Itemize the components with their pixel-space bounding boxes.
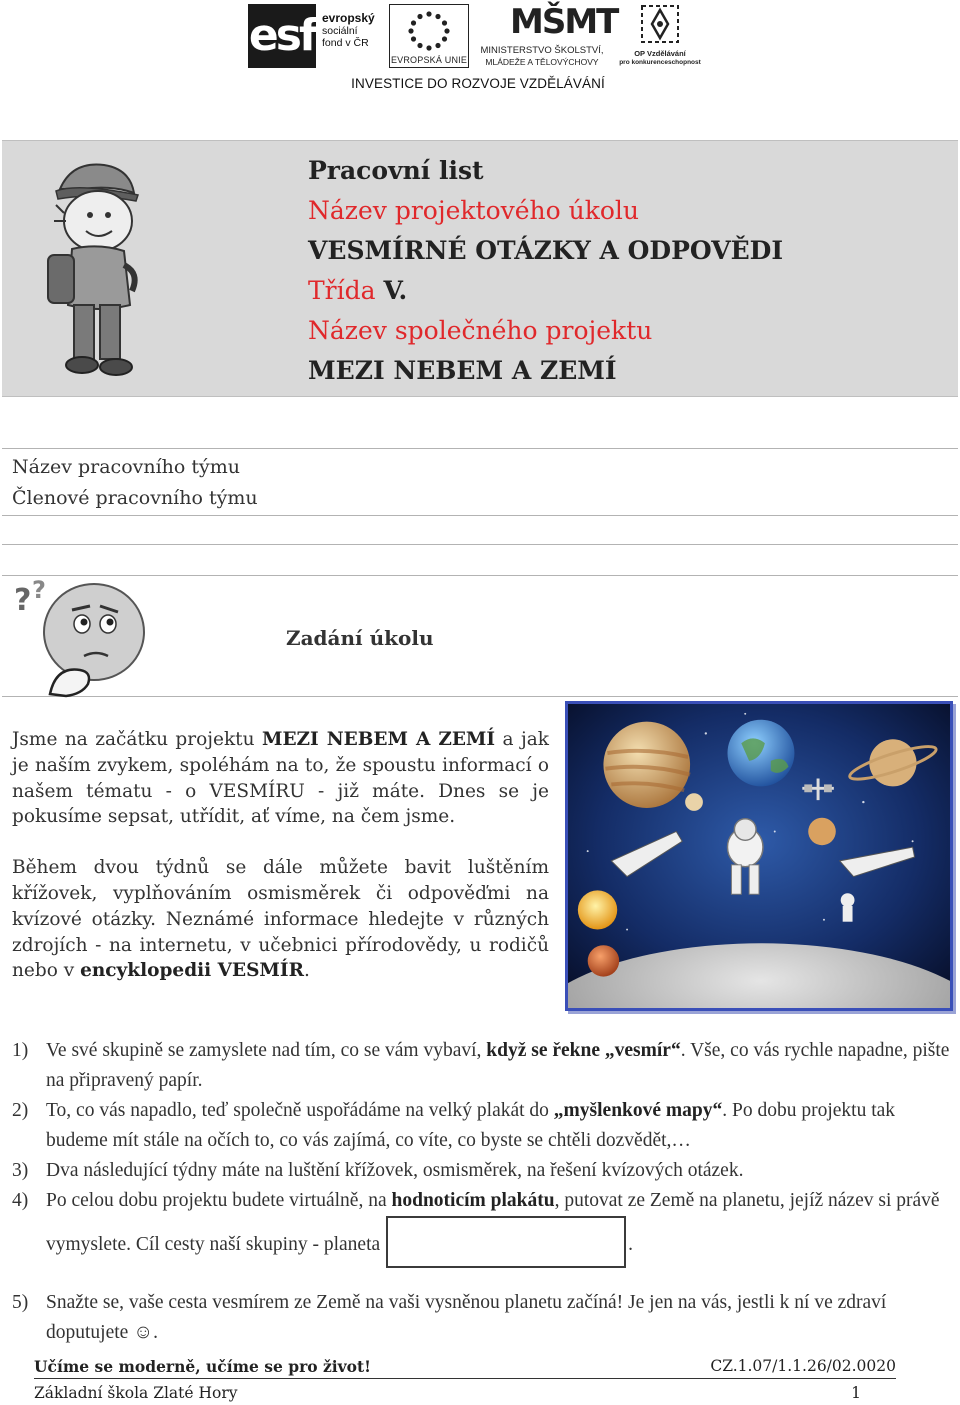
- eu-caption: EVROPSKÁ UNIE: [390, 55, 468, 65]
- task-title: Zadání úkolu: [286, 626, 434, 650]
- task-item-2-text-a: To, co vás napadlo, teď společně uspořádáme na velký plakát do: [46, 1100, 554, 1121]
- task-item-4-text-a: Po celou dobu projektu budete virtuálně, na: [46, 1190, 392, 1211]
- task-item-1-text-a: Ve své skupině se zamyslete nad tím, co se vám vybaví,: [46, 1040, 487, 1061]
- thinking-face-icon: [10, 576, 150, 698]
- task-item-4-number: 4): [12, 1190, 29, 1211]
- task-item-3-number: 3): [12, 1160, 29, 1181]
- msmt-mark: MŠMT: [510, 2, 618, 42]
- task-item-4-text-c: , putovat ze Země na planetu, jejíž název si právě vymyslete. Cíl cesty naší skupiny - planeta: [46, 1190, 940, 1255]
- task-item-1-text-c: . Vše, co vás rychle napadne, pište na připravený papír.: [46, 1040, 950, 1091]
- op-line1: OP Vzdělávání: [634, 49, 686, 58]
- team-name-label: Název pracovního týmu: [12, 456, 241, 478]
- task-item-2: [12, 1096, 952, 1156]
- project-name: MEZI NEBEM A ZEMÍ: [308, 356, 617, 385]
- planet-name-field[interactable]: [386, 1216, 626, 1268]
- intro-p1-start: Jsme na začátku projektu: [12, 729, 262, 750]
- task-item-4: [12, 1186, 952, 1268]
- msmt-line2: MLÁDEŽE A TĚLOVÝCHOVY: [485, 57, 599, 67]
- op-logo: [614, 2, 706, 68]
- op-emblem-icon: [638, 2, 682, 46]
- intro-p1-project: MEZI NEBEM A ZEMÍ: [261, 729, 496, 750]
- msmt-logo: [474, 2, 618, 68]
- esf-line2: sociální: [322, 25, 358, 37]
- footer-motto: Učíme se moderně, učíme se pro život!: [34, 1357, 371, 1376]
- esf-mark: esf: [248, 4, 316, 68]
- esf-line1: evropský: [322, 11, 375, 25]
- task-item-2-text-b: „myšlenkové mapy“: [553, 1100, 723, 1121]
- space-collage-image: [565, 701, 953, 1011]
- op-line2: pro konkurenceschopnost: [619, 59, 701, 66]
- intro-p2-end: .: [303, 960, 310, 982]
- task-item-4-text-b: hodnoticím plakátu: [391, 1190, 555, 1211]
- task-item-4-text-d: .: [628, 1234, 634, 1255]
- task-item-3-text: Dva následující týdny máte na luštění křížovek, osmisměrek, na řešení kvízových otázek.: [46, 1160, 744, 1181]
- task-name-label: Název projektového úkolu: [308, 196, 640, 225]
- task-item-2-number: 2): [12, 1100, 29, 1121]
- esf-logo: [248, 4, 382, 68]
- class-line: [308, 271, 783, 311]
- task-item-3: [12, 1156, 952, 1186]
- task-name: VESMÍRNÉ OTÁZKY A ODPOVĚDI: [308, 236, 784, 265]
- task-item-5-text: Snažte se, vaše cesta vesmírem ze Země na vaši vysněnou planetu začíná! Je jen na vás, jestli k ní ve zdraví doputujete ☺.: [46, 1292, 887, 1343]
- intro-text: [12, 727, 549, 1009]
- task-item-2-text-c: . Po dobu projektu tak budeme mít stále na očích to, co vás zajímá, co víte, co byste se chtěli dozvědět,…: [46, 1100, 896, 1151]
- task-item-5-number: 5): [12, 1292, 29, 1313]
- msmt-line1: MINISTERSTVO ŠKOLSTVÍ,: [480, 45, 604, 56]
- task-list: [12, 1036, 952, 1348]
- task-item-5: [12, 1288, 952, 1348]
- footer-project-code: CZ.1.07/1.1.26/02.0020: [710, 1357, 896, 1375]
- intro-p2-start: Během dvou týdnů se dále můžete bavit luštěním křížovek, vyplňováním osmisměrek či odpověďmi na kvízové otázky. Neznámé informace hledejte v různých zdrojích - na internetu, v učebnici přírodovědy, u rodičů nebo v: [12, 857, 549, 982]
- worksheet-title: Pracovní list: [308, 156, 484, 185]
- esf-text: [322, 12, 386, 49]
- eu-logo: [389, 4, 469, 68]
- footer-page-number: 1: [851, 1384, 861, 1402]
- team-members-label: Členové pracovního týmu: [12, 487, 258, 509]
- class-value: V.: [383, 276, 408, 305]
- project-name-label: Název společného projektu: [308, 316, 653, 345]
- esf-line3: fond v ČR: [322, 37, 369, 49]
- task-item-1-number: 1): [12, 1040, 29, 1061]
- svg-text:?: ?: [32, 576, 46, 604]
- footer-top: [34, 1357, 896, 1379]
- task-item-1: [12, 1036, 952, 1096]
- investice-slogan: INVESTICE DO ROZVOJE VZDĚLÁVÁNÍ: [351, 76, 605, 91]
- class-label: Třída: [308, 276, 384, 305]
- worksheet-header: [2, 140, 958, 397]
- intro-p2-encyclopedia: encyklopedii VESMÍR: [80, 960, 304, 982]
- intro-p1-end: a jak je naším zvykem, spoléhám na to, že spoustu informací o našem tématu - o VESMÍRU - již máte. Dnes se je pokusíme sepsat, utřídit, ať víme, na čem jsme.: [12, 729, 549, 828]
- team-box: [2, 448, 958, 545]
- footer-bottom: [34, 1384, 896, 1402]
- svg-text:?: ?: [14, 583, 32, 618]
- eu-stars-icon: [394, 8, 464, 54]
- boy-illustration-icon: [42, 155, 146, 381]
- intro-paragraph-2: [12, 855, 549, 984]
- team-divider: [2, 515, 958, 516]
- task-item-1-text-b: když se řekne „vesmír“: [486, 1040, 681, 1061]
- footer-school: Základní škola Zlaté Hory: [34, 1384, 238, 1402]
- intro-paragraph-1: [12, 727, 549, 830]
- task-header: [2, 575, 958, 697]
- logo-strip: [0, 0, 960, 100]
